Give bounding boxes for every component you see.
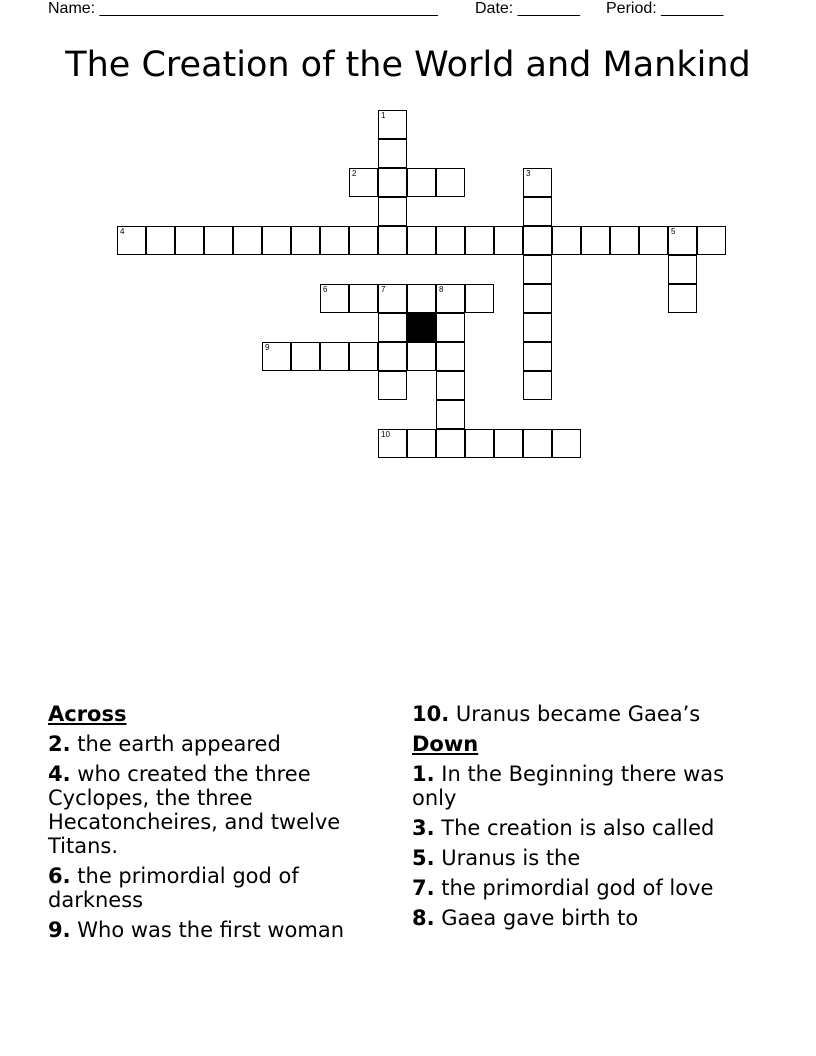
crossword-cell[interactable] — [523, 197, 552, 226]
clue-across-6 — [48, 864, 388, 912]
crossword-cell[interactable] — [407, 342, 436, 371]
clue-text: In the Beginning there was only — [412, 762, 725, 810]
crossword-cell[interactable] — [378, 313, 407, 342]
crossword-cell[interactable] — [668, 284, 697, 313]
clue-text: the primordial god of darkness — [48, 864, 299, 912]
crossword-cell[interactable] — [378, 168, 407, 197]
crossword-cell[interactable] — [291, 226, 320, 255]
clue-text: the earth appeared — [70, 732, 281, 756]
crossword-cell[interactable] — [378, 342, 407, 371]
crossword-cell[interactable] — [204, 226, 233, 255]
clues-left-column — [48, 702, 388, 948]
clue-text: Uranus became Gaea’s — [449, 702, 701, 726]
clue-text: Gaea gave birth to — [434, 906, 639, 930]
crossword-cell[interactable] — [320, 284, 349, 313]
crossword-cell[interactable] — [117, 226, 146, 255]
cell-number: 2 — [352, 169, 357, 178]
crossword-cell[interactable] — [465, 226, 494, 255]
crossword-cell[interactable] — [378, 371, 407, 400]
clue-across-4 — [48, 762, 388, 858]
clue-down-8 — [412, 906, 772, 930]
clue-text: the primordial god of love — [434, 876, 714, 900]
crossword-cell[interactable] — [639, 226, 668, 255]
clue-number: 6. — [48, 864, 71, 888]
crossword-cell[interactable] — [523, 255, 552, 284]
clues-right-column — [412, 702, 772, 936]
clue-number: 7. — [412, 876, 435, 900]
cell-number: 5 — [671, 227, 676, 236]
clue-number: 4. — [48, 762, 71, 786]
crossword-cell[interactable] — [349, 342, 378, 371]
clue-across-10 — [412, 702, 772, 726]
page-title: The Creation of the World and Mankind — [65, 45, 751, 85]
crossword-cell[interactable] — [436, 313, 465, 342]
crossword-cell[interactable] — [146, 226, 175, 255]
crossword-cell[interactable] — [465, 284, 494, 313]
cell-number: 4 — [120, 227, 125, 236]
crossword-cell[interactable] — [233, 226, 262, 255]
crossword-cell[interactable] — [378, 197, 407, 226]
crossword-cell[interactable] — [175, 226, 204, 255]
crossword-cell[interactable] — [523, 284, 552, 313]
crossword-cell[interactable] — [349, 284, 378, 313]
clue-number: 1. — [412, 762, 435, 786]
crossword-cell[interactable] — [436, 284, 465, 313]
crossword-cell[interactable] — [378, 284, 407, 313]
clue-across-2 — [48, 732, 388, 756]
crossword-cell[interactable] — [378, 139, 407, 168]
crossword-cell[interactable] — [436, 226, 465, 255]
crossword-cell[interactable] — [523, 429, 552, 458]
clue-down-5 — [412, 846, 772, 870]
crossword-cell[interactable] — [407, 168, 436, 197]
crossword-cell[interactable] — [668, 255, 697, 284]
crossword-cell[interactable] — [291, 342, 320, 371]
crossword-cell[interactable] — [523, 226, 552, 255]
cell-number: 3 — [526, 169, 531, 178]
clue-down-1 — [412, 762, 772, 810]
clue-number: 5. — [412, 846, 435, 870]
cell-number: 6 — [323, 285, 328, 294]
crossword-cell[interactable] — [494, 226, 523, 255]
clue-text: Who was the first woman — [70, 918, 345, 942]
name-field-label: Name: ______________________________________ — [48, 0, 438, 17]
crossword-cell[interactable] — [407, 284, 436, 313]
clue-across-9 — [48, 918, 388, 942]
crossword-grid — [0, 0, 816, 470]
cell-number: 10 — [381, 430, 390, 439]
crossword-cell[interactable] — [378, 110, 407, 139]
crossword-cell[interactable] — [436, 342, 465, 371]
crossword-cell[interactable] — [436, 371, 465, 400]
crossword-cell[interactable] — [262, 226, 291, 255]
clue-number: 10. — [412, 702, 450, 726]
crossword-cell[interactable] — [407, 226, 436, 255]
crossword-cell[interactable] — [320, 226, 349, 255]
clue-text: Uranus is the — [434, 846, 581, 870]
crossword-cell[interactable] — [349, 226, 378, 255]
crossword-cell[interactable] — [378, 429, 407, 458]
clue-number: 2. — [48, 732, 71, 756]
across-heading: Across — [48, 702, 127, 726]
crossword-cell[interactable] — [262, 342, 291, 371]
clue-number: 8. — [412, 906, 435, 930]
clue-text: The creation is also called — [434, 816, 715, 840]
black-square — [407, 313, 436, 342]
crossword-cell[interactable] — [436, 429, 465, 458]
crossword-cell[interactable] — [523, 313, 552, 342]
clue-text: who created the three Cyclopes, the three Hecatoncheires, and twelve Titans. — [48, 762, 341, 858]
crossword-cell[interactable] — [378, 226, 407, 255]
crossword-cell[interactable] — [349, 168, 378, 197]
clue-number: 3. — [412, 816, 435, 840]
crossword-cell[interactable] — [668, 226, 697, 255]
date-field-label: Date: _______ — [475, 0, 580, 17]
crossword-cell[interactable] — [523, 342, 552, 371]
cell-number: 9 — [265, 343, 270, 352]
down-heading: Down — [412, 732, 479, 756]
crossword-cell[interactable] — [320, 342, 349, 371]
crossword-cell[interactable] — [465, 429, 494, 458]
crossword-cell[interactable] — [523, 371, 552, 400]
crossword-cell[interactable] — [552, 429, 581, 458]
crossword-cell[interactable] — [407, 429, 436, 458]
crossword-cell[interactable] — [494, 429, 523, 458]
cell-number: 7 — [381, 285, 386, 294]
cell-number: 8 — [439, 285, 444, 294]
crossword-cell[interactable] — [697, 226, 726, 255]
crossword-cell[interactable] — [581, 226, 610, 255]
period-field-label: Period: _______ — [606, 0, 724, 17]
crossword-cell[interactable] — [436, 400, 465, 429]
crossword-cell[interactable] — [610, 226, 639, 255]
crossword-cell[interactable] — [552, 226, 581, 255]
crossword-cell[interactable] — [436, 168, 465, 197]
clue-number: 9. — [48, 918, 71, 942]
crossword-cell[interactable] — [523, 168, 552, 197]
cell-number: 1 — [381, 111, 386, 120]
clue-down-3 — [412, 816, 772, 840]
clue-down-7 — [412, 876, 772, 900]
